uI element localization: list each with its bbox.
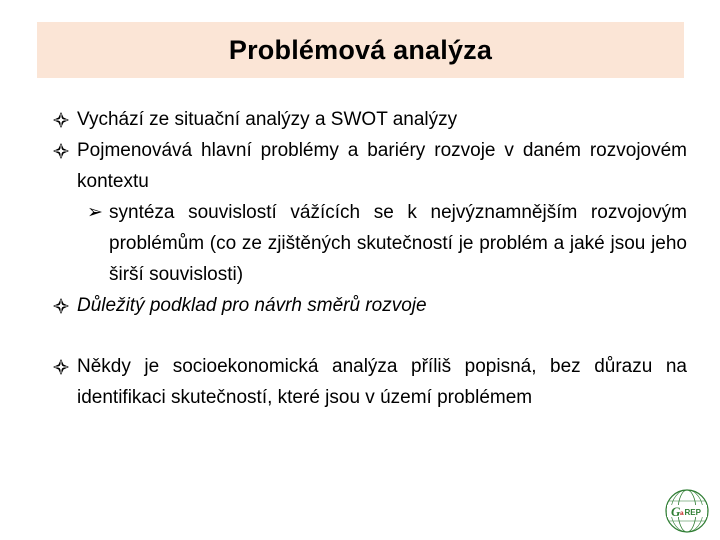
- diamond-bullet-icon: [53, 143, 69, 159]
- diamond-bullet-icon: [53, 359, 69, 375]
- bullet-item-2: [53, 135, 687, 197]
- spacer: [53, 321, 687, 351]
- svg-text:a: a: [680, 510, 684, 517]
- title-box: [37, 22, 684, 78]
- diamond-bullet-icon: [53, 298, 69, 314]
- svg-text:REP: REP: [684, 508, 701, 517]
- bullet-text-2: Pojmenovává hlavní problémy a bariéry rozvoje v daném rozvojovém kontextu: [77, 140, 687, 192]
- slide-title: Problémová analýza: [228, 34, 493, 65]
- bullet-item-3: [53, 290, 687, 321]
- bullet-text-4: Někdy je socioekonomická analýza příliš popisná, bez důrazu na identifikaci skutečností, které jsou v území problémem: [77, 356, 687, 408]
- svg-text:G: G: [671, 504, 681, 519]
- sub-bullet-text: syntéza souvislostí vážících se k nejvýznamnějším rozvojovým problémům (co ze zjištěných skutečností je problém a jaké jsou jeho širší souvislosti): [109, 202, 687, 285]
- bullet-text-3: Důležitý podklad pro návrh směrů rozvoje: [77, 295, 427, 316]
- bullet-item-4: [53, 351, 687, 413]
- diamond-bullet-icon: [53, 112, 69, 128]
- sub-bullet-item: [53, 197, 687, 290]
- bullet-text-1: Vychází ze situační analýzy a SWOT analýzy: [77, 109, 458, 130]
- bullet-list: [53, 104, 687, 413]
- bullet-item-1: [53, 104, 687, 135]
- globe-logo-icon: [664, 488, 710, 534]
- arrow-bullet-icon: ➢: [87, 202, 103, 223]
